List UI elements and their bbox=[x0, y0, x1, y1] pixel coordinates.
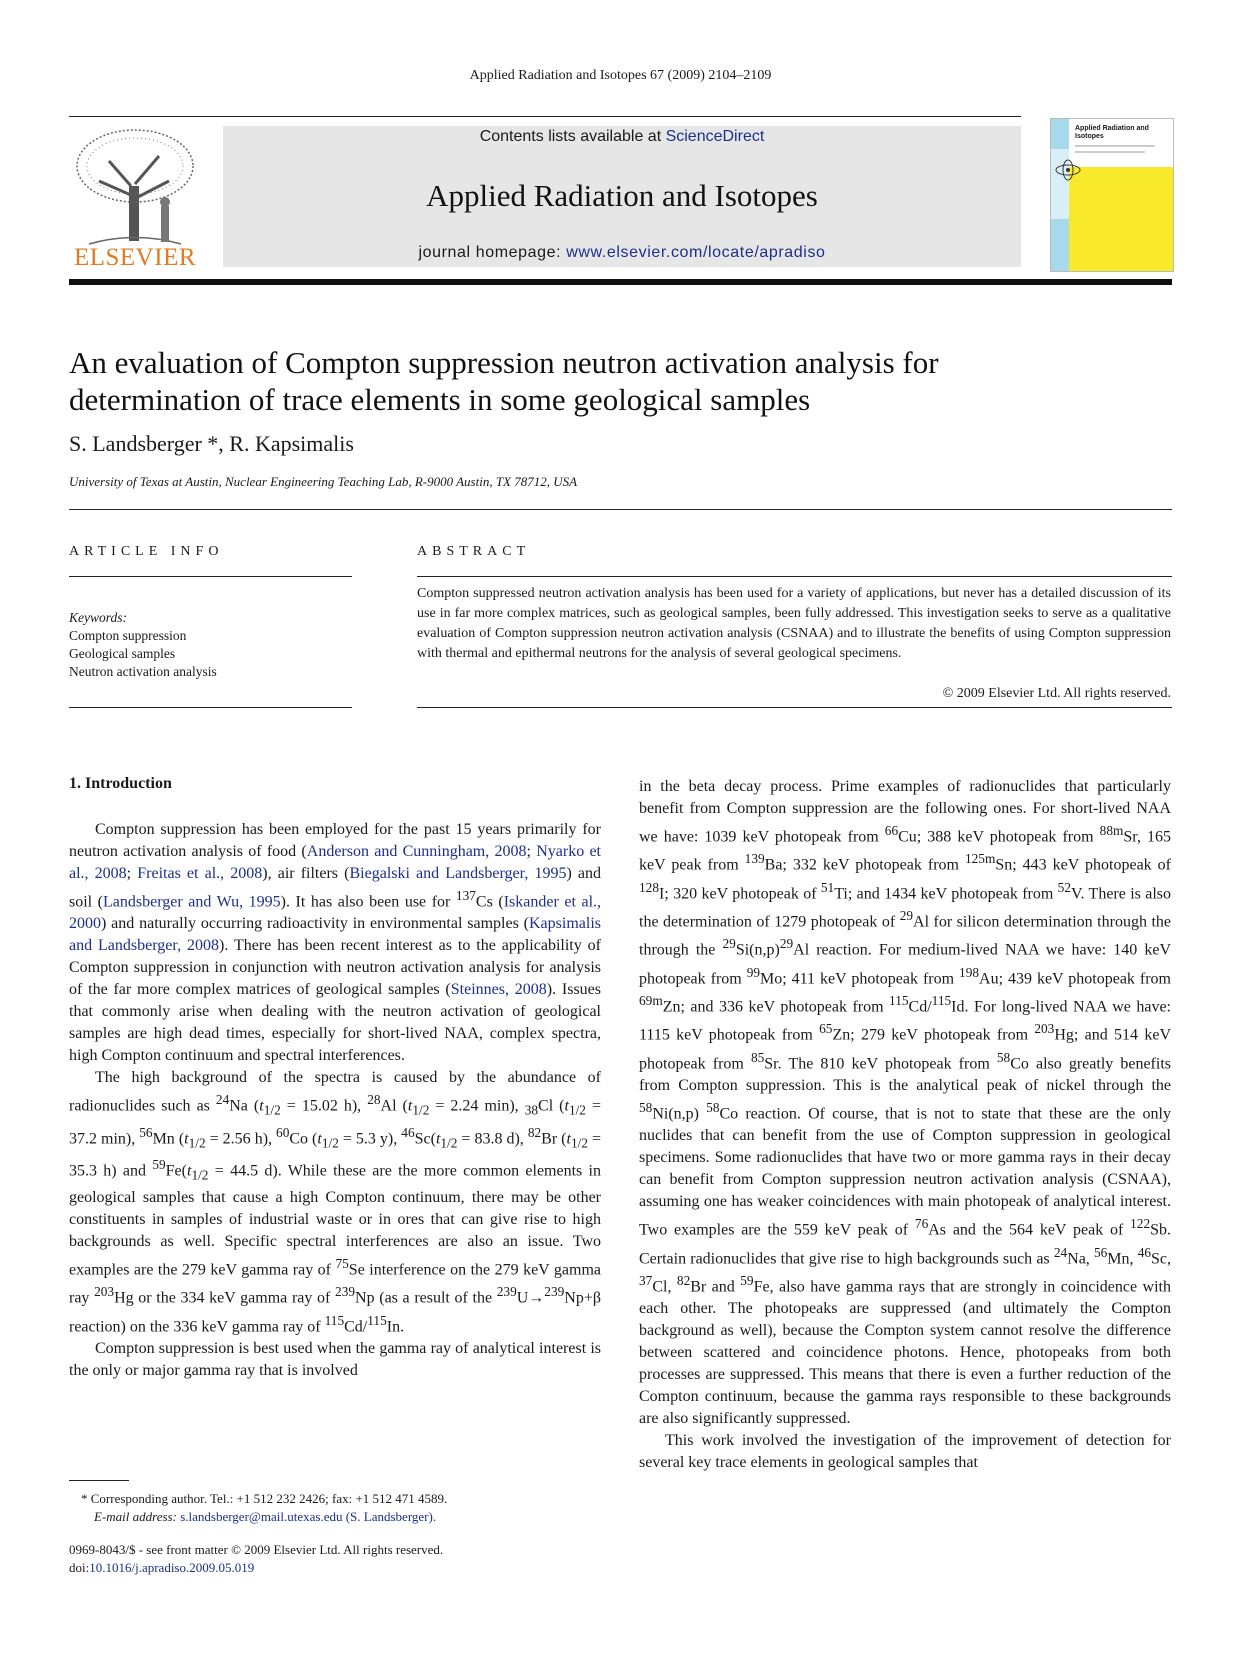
journal-title: Applied Radiation and Isotopes bbox=[426, 178, 818, 213]
citation-link[interactable]: Anderson and Cunningham, 2008 bbox=[306, 843, 527, 860]
section-heading: 1. Introduction bbox=[69, 775, 172, 792]
issn-line: 0969-8043/$ - see front matter © 2009 Elsevier Ltd. All rights reserved. bbox=[69, 1542, 444, 1557]
email-line: E-mail address: s.landsberger@mail.utexas.edu (S. Landsberger). bbox=[94, 1509, 437, 1524]
footnote-rule bbox=[69, 1480, 129, 1481]
body-left-column bbox=[69, 773, 601, 1382]
citation-link[interactable]: Freitas et al., 2008 bbox=[137, 865, 263, 882]
citation-link[interactable]: Landsberger and Wu, 1995 bbox=[103, 893, 281, 911]
header-bottom-rule bbox=[69, 279, 1172, 285]
corresponding-author-note: * Corresponding author. Tel.: +1 512 232 2426; fax: +1 512 471 4589. bbox=[81, 1491, 448, 1506]
publisher-name: ELSEVIER bbox=[73, 244, 197, 271]
citation-link[interactable]: Nyarko et al., 2008 bbox=[69, 843, 602, 882]
article-title: An evaluation of Compton suppression neutron activation analysis for determination of trace elements in some geological samples bbox=[69, 345, 939, 417]
paragraph: Compton suppression is best used when the gamma ray of analytical interest is the only or major gamma ray that is involved bbox=[69, 1339, 601, 1379]
keyword-item: Geological samples bbox=[69, 646, 176, 661]
keywords-block bbox=[69, 609, 349, 681]
body-right-column bbox=[639, 776, 1171, 1474]
article-info-heading: ARTICLE INFO bbox=[69, 544, 224, 559]
journal-header-box bbox=[223, 126, 1021, 267]
journal-cover-thumbnail bbox=[1050, 118, 1174, 272]
journal-homepage-link[interactable]: www.elsevier.com/locate/apradiso bbox=[566, 244, 826, 261]
header-top-rule bbox=[69, 116, 1021, 117]
doi-link[interactable]: 10.1016/j.apradiso.2009.05.019 bbox=[89, 1560, 255, 1575]
email-link[interactable]: s.landsberger@mail.utexas.edu bbox=[180, 1509, 343, 1524]
affiliation: University of Texas at Austin, Nuclear Engineering Teaching Lab, R-9000 Austin, TX 78712, USA bbox=[69, 474, 578, 489]
keywords-label: Keywords: bbox=[69, 610, 127, 625]
front-matter-lines bbox=[69, 1541, 443, 1577]
citation-link[interactable]: Iskander et al., 2000 bbox=[69, 893, 602, 933]
atom-icon bbox=[1053, 159, 1083, 181]
citation-link[interactable]: Kapsimalis and Landsberger, 2008 bbox=[69, 915, 601, 955]
paragraph: The high background of the spectra is caused by the abundance of radionuclides such as $^{24}$Na ($t_{1/2} = 15.02$ h), $^{28}$Al ($t_{1/2} = 2.24$ min), $_{38}$Cl ($t_{1/2} = 37.2$ min), $^{56}$Mn ($t_{1/2} = 2.56$ h), $^{60}$Co ($t_{1/2} = 5.3$ y), $^{46}Sc(t_{1/2} = 83.8$ d), $^{82}$Br ($t_{1/2} = 35.3$ h) and $^{59}Fe(t_{1/2} = 44.5$ d). While these are the more common elements in geological samples that cause a high Compton continuum, there may be other constituents in samples of industrial waste or in ores that can give rise to high backgrounds as well. Specific spectral interferences are also an issue. Two examples are the 279 keV gamma ray of $^{75}$Se interference on the 279 keV gamma ray $^{203}$Hg or the 334 keV gamma ray of $^{239}$Np (as a result of the $^{239}$U→$^{239}$Np+β reaction) on the 336 keV gamma ray of $^{115}$Cd/$^{115}$In. bbox=[69, 1069, 602, 1335]
info-top-rule bbox=[69, 576, 352, 577]
info-bottom-rule bbox=[69, 707, 352, 708]
sciencedirect-link[interactable]: ScienceDirect bbox=[665, 128, 765, 145]
cover-title: Applied Radiation and Isotopes bbox=[1075, 125, 1149, 140]
paragraph: This work involved the investigation of the improvement of detection for several key trace elements in geological samples that bbox=[639, 1432, 1171, 1472]
running-head: Applied Radiation and Isotopes 67 (2009) 2104–2109 bbox=[469, 68, 772, 83]
abstract-bottom-rule bbox=[417, 707, 1172, 708]
paragraph: Compton suppression has been employed for the past 15 years primarily for neutron activation analysis of food (Anderson and Cunningham, 2008; Nyarko et al., 2008; Freitas et al., 2008), air filters (Biegalski and Landsberger, 1995) and soil (Landsberger and Wu, 1995). It has also been use for $^{137}$Cs (Iskander et al., 2000) and naturally occurring radioactivity in environmental samples (Kapsimalis and Landsberger, 2008). There has been recent interest as to the applicability of Compton suppression in conjunction with neutron activation analysis for analysis of the far more complex matrices of geological samples (Steinnes, 2008). Issues that commonly arise when dealing with the neutron activation of geological samples are high dead times, especially for short-lived NAA, complex spectra, high Compton continuum and spectral interferences. bbox=[69, 821, 602, 1065]
doi-line: doi:10.1016/j.apradiso.2009.05.019 bbox=[69, 1560, 255, 1575]
citation-link[interactable]: Biegalski and Landsberger, 1995 bbox=[349, 865, 567, 882]
abstract-heading: ABSTRACT bbox=[417, 544, 531, 559]
abstract-copyright: © 2009 Elsevier Ltd. All rights reserved. bbox=[942, 686, 1171, 701]
authors: S. Landsberger *, R. Kapsimalis bbox=[69, 431, 354, 456]
title-bottom-rule bbox=[69, 509, 1172, 510]
footnote bbox=[69, 1490, 629, 1526]
paragraph: in the beta decay process. Prime examples of radionuclides that particularly benefit from Compton suppression are the following ones. For short-lived NAA we have: 1039 keV photopeak from $^{66}$Cu; 388 keV photopeak from $^{88m}$Sr, 165 keV peak from $^{139}$Ba; 332 keV photopeak from $^{125m}$Sn; 443 keV photopeak of $^{128}$I; 320 keV photopeak of $^{51}$Ti; and 1434 keV photopeak from $^{52}$V. There is also the determination of 1279 photopeak of $^{29}$Al for silicon determination through the through the $^{29}Si(n,p)^{29}Al$ reaction. For medium-lived NAA we have: 140 keV photopeak from $^{99}$Mo; 411 keV photopeak from $^{198}$Au; 439 keV photopeak from $^{69m}$Zn; and 336 keV photopeak from $^{115}$Cd/$^{115}$Id. For long-lived NAA we have: 1115 keV photopeak from $^{65}$Zn; 279 keV photopeak from $^{203}$Hg; and 514 keV photopeak from $^{85}$Sr. The 810 keV photopeak from $^{58}$Co also greatly benefits from Compton suppression. This is the analytical peak of nickel through the $^{58}$Ni(n,p) $^{58}$Co reaction. Of course, that is not to state that these are the only nuclides that can benefit from the use of Compton suppression in geological specimens. Some radionuclides that have two or more gamma rays in their decay can benefit from Compton suppression neutron activation analysis (CSNAA), assuming one has weaker coincidences with main photopeak of analytical interest. Two examples are the 559 keV peak of $^{76}$As and the 564 keV peak of $^{122}$Sb. Certain radionuclides that give rise to high backgrounds such as $^{24}$Na, $^{56}$Mn, $^{46}$Sc, $^{37}$Cl, $^{82}$Br and $^{59}$Fe, also have gamma rays that are strongly in coincidence with each other. The photopeaks are suppressed (and ultimately the Compton background as well), because the Compton system cannot resolve the difference between scattered and coincidence photons. Hence, photopeaks from both processes are suppressed. This means that there is even a further reduction of the Compton continuum, because the gamma rays responsible to these backgrounds are also significantly suppressed. bbox=[639, 778, 1172, 1428]
abstract-text: Compton suppressed neutron activation analysis has been used for a variety of applications, but never has a detailed discussion of its use in far more complex matrices, such as geological samples, been fully addressed. This investigation seeks to serve as a qualitative evaluation of Compton suppression neutron activation analysis (CSNAA) and to illustrate the benefits of using Compton suppression with thermal and epithermal neutrons for the analysis of several geological specimens. bbox=[417, 586, 1171, 661]
contents-line: Contents lists available at ScienceDirect bbox=[479, 128, 765, 145]
abstract-top-rule bbox=[417, 576, 1172, 577]
elsevier-logo bbox=[69, 126, 201, 271]
citation-link[interactable]: Steinnes, 2008 bbox=[450, 981, 547, 999]
homepage-line: journal homepage: www.elsevier.com/locate/apradiso bbox=[418, 244, 826, 261]
keyword-item: Compton suppression bbox=[69, 628, 187, 643]
keyword-item: Neutron activation analysis bbox=[69, 664, 217, 679]
